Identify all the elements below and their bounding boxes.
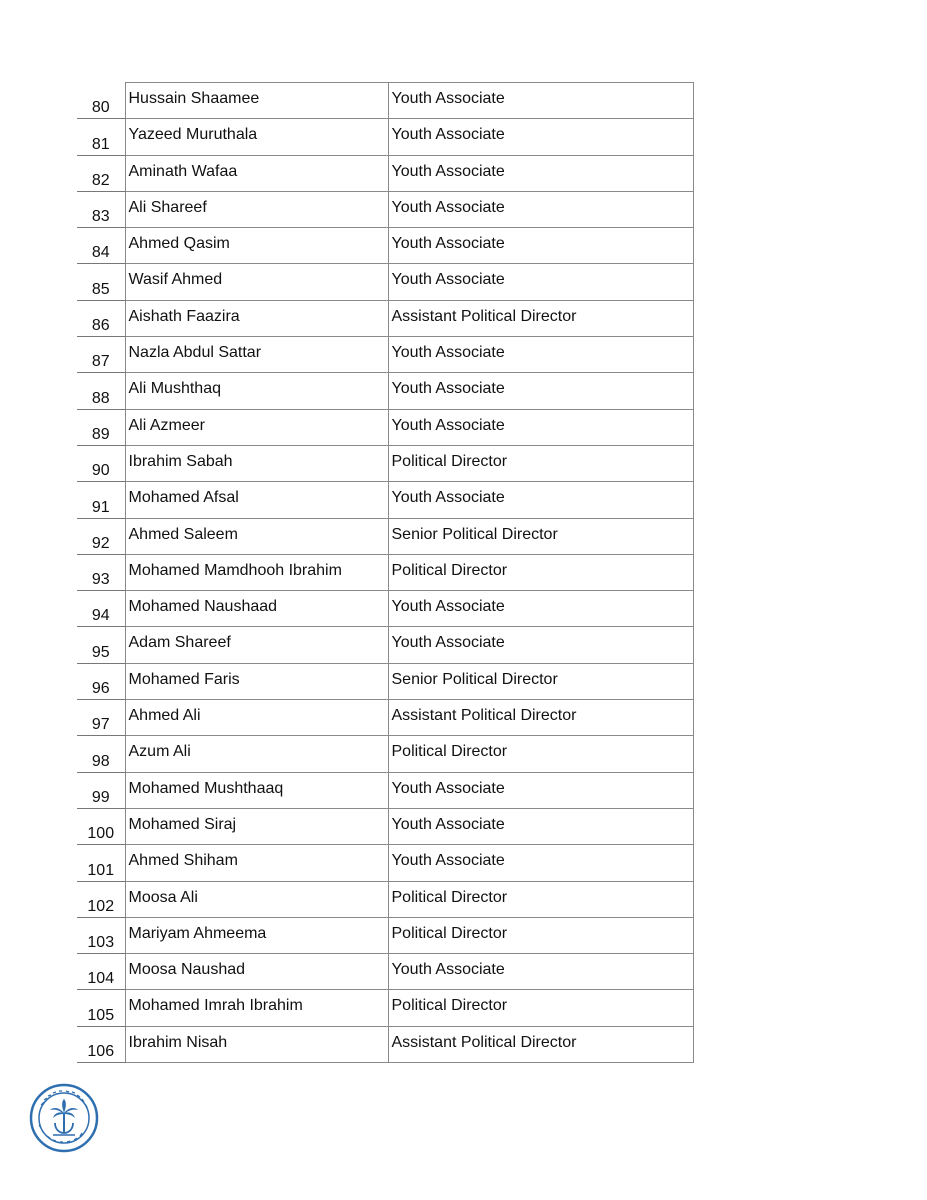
- staff-list-table: [77, 82, 694, 1063]
- table-row: [77, 155, 693, 191]
- staff-role: Political Director: [388, 736, 693, 772]
- row-number: 98: [77, 736, 125, 772]
- table-row: [77, 337, 693, 373]
- staff-role: Assistant Political Director: [388, 700, 693, 736]
- row-number: 85: [77, 264, 125, 300]
- staff-name: Mariyam Ahmeema: [125, 917, 388, 953]
- staff-name: Ahmed Ali: [125, 700, 388, 736]
- row-number: 93: [77, 554, 125, 590]
- staff-role: Assistant Political Director: [388, 1026, 693, 1062]
- staff-role: Political Director: [388, 554, 693, 590]
- staff-name: Mohamed Naushaad: [125, 591, 388, 627]
- staff-name: Mohamed Mamdhooh Ibrahim: [125, 554, 388, 590]
- staff-name: Ali Shareef: [125, 191, 388, 227]
- staff-role: Assistant Political Director: [388, 300, 693, 336]
- table-row: [77, 554, 693, 590]
- palm-tree-icon: [50, 1099, 78, 1133]
- row-number: 103: [77, 917, 125, 953]
- table-row: [77, 808, 693, 844]
- row-number: 104: [77, 954, 125, 990]
- staff-role: Youth Associate: [388, 954, 693, 990]
- row-number: 92: [77, 518, 125, 554]
- staff-name: Ibrahim Sabah: [125, 445, 388, 481]
- staff-role: Youth Associate: [388, 772, 693, 808]
- staff-name: Azum Ali: [125, 736, 388, 772]
- staff-role: Youth Associate: [388, 119, 693, 155]
- staff-role: Political Director: [388, 917, 693, 953]
- table-row: [77, 845, 693, 881]
- staff-role: Youth Associate: [388, 337, 693, 373]
- table-row: [77, 518, 693, 554]
- row-number: 81: [77, 119, 125, 155]
- official-seal-icon: [29, 1083, 99, 1153]
- row-number: 97: [77, 700, 125, 736]
- row-number: 99: [77, 772, 125, 808]
- table-row: [77, 300, 693, 336]
- staff-name: Ahmed Saleem: [125, 518, 388, 554]
- row-number: 80: [77, 83, 125, 119]
- row-number: 101: [77, 845, 125, 881]
- staff-role: Youth Associate: [388, 373, 693, 409]
- staff-role: Youth Associate: [388, 627, 693, 663]
- table-row: [77, 736, 693, 772]
- staff-name: Ali Mushthaq: [125, 373, 388, 409]
- staff-name: Aishath Faazira: [125, 300, 388, 336]
- table-row: [77, 772, 693, 808]
- row-number: 105: [77, 990, 125, 1026]
- staff-role: Youth Associate: [388, 845, 693, 881]
- row-number: 100: [77, 808, 125, 844]
- row-number: 84: [77, 228, 125, 264]
- row-number: 102: [77, 881, 125, 917]
- staff-name: Mohamed Imrah Ibrahim: [125, 990, 388, 1026]
- staff-name: Nazla Abdul Sattar: [125, 337, 388, 373]
- staff-role: Youth Associate: [388, 409, 693, 445]
- row-number: 89: [77, 409, 125, 445]
- table-row: [77, 990, 693, 1026]
- staff-name: Ibrahim Nisah: [125, 1026, 388, 1062]
- table-row: [77, 119, 693, 155]
- staff-name: Ahmed Qasim: [125, 228, 388, 264]
- staff-role: Senior Political Director: [388, 663, 693, 699]
- staff-role: Youth Associate: [388, 228, 693, 264]
- staff-name: Wasif Ahmed: [125, 264, 388, 300]
- row-number: 95: [77, 627, 125, 663]
- table-row: [77, 264, 693, 300]
- table-row: [77, 917, 693, 953]
- table-row: [77, 83, 693, 119]
- staff-name: Mohamed Afsal: [125, 482, 388, 518]
- staff-role: Youth Associate: [388, 808, 693, 844]
- row-number: 106: [77, 1026, 125, 1062]
- staff-name: Yazeed Muruthala: [125, 119, 388, 155]
- table-row: [77, 663, 693, 699]
- staff-name: Adam Shareef: [125, 627, 388, 663]
- staff-name: Moosa Ali: [125, 881, 388, 917]
- staff-name: Mohamed Siraj: [125, 808, 388, 844]
- table-row: [77, 881, 693, 917]
- table-row: [77, 482, 693, 518]
- staff-role: Youth Associate: [388, 155, 693, 191]
- staff-name: Ahmed Shiham: [125, 845, 388, 881]
- row-number: 91: [77, 482, 125, 518]
- staff-name: Ali Azmeer: [125, 409, 388, 445]
- staff-name: Moosa Naushad: [125, 954, 388, 990]
- row-number: 86: [77, 300, 125, 336]
- table-row: [77, 373, 693, 409]
- row-number: 90: [77, 445, 125, 481]
- staff-role: Political Director: [388, 881, 693, 917]
- staff-role: Senior Political Director: [388, 518, 693, 554]
- staff-name: Hussain Shaamee: [125, 83, 388, 119]
- staff-role: Youth Associate: [388, 264, 693, 300]
- row-number: 96: [77, 663, 125, 699]
- table-row: [77, 228, 693, 264]
- staff-role: Political Director: [388, 445, 693, 481]
- row-number: 94: [77, 591, 125, 627]
- row-number: 87: [77, 337, 125, 373]
- staff-list-body: [77, 83, 693, 1063]
- table-row: [77, 627, 693, 663]
- table-row: [77, 445, 693, 481]
- table-row: [77, 409, 693, 445]
- table-row: [77, 591, 693, 627]
- table-row: [77, 1026, 693, 1062]
- staff-list-table-wrap: [77, 82, 694, 1063]
- table-row: [77, 700, 693, 736]
- staff-role: Youth Associate: [388, 191, 693, 227]
- staff-name: Aminath Wafaa: [125, 155, 388, 191]
- row-number: 82: [77, 155, 125, 191]
- staff-role: Youth Associate: [388, 482, 693, 518]
- row-number: 88: [77, 373, 125, 409]
- staff-role: Youth Associate: [388, 591, 693, 627]
- table-row: [77, 191, 693, 227]
- staff-role: Political Director: [388, 990, 693, 1026]
- staff-name: Mohamed Faris: [125, 663, 388, 699]
- staff-role: Youth Associate: [388, 83, 693, 119]
- row-number: 83: [77, 191, 125, 227]
- staff-name: Mohamed Mushthaaq: [125, 772, 388, 808]
- table-row: [77, 954, 693, 990]
